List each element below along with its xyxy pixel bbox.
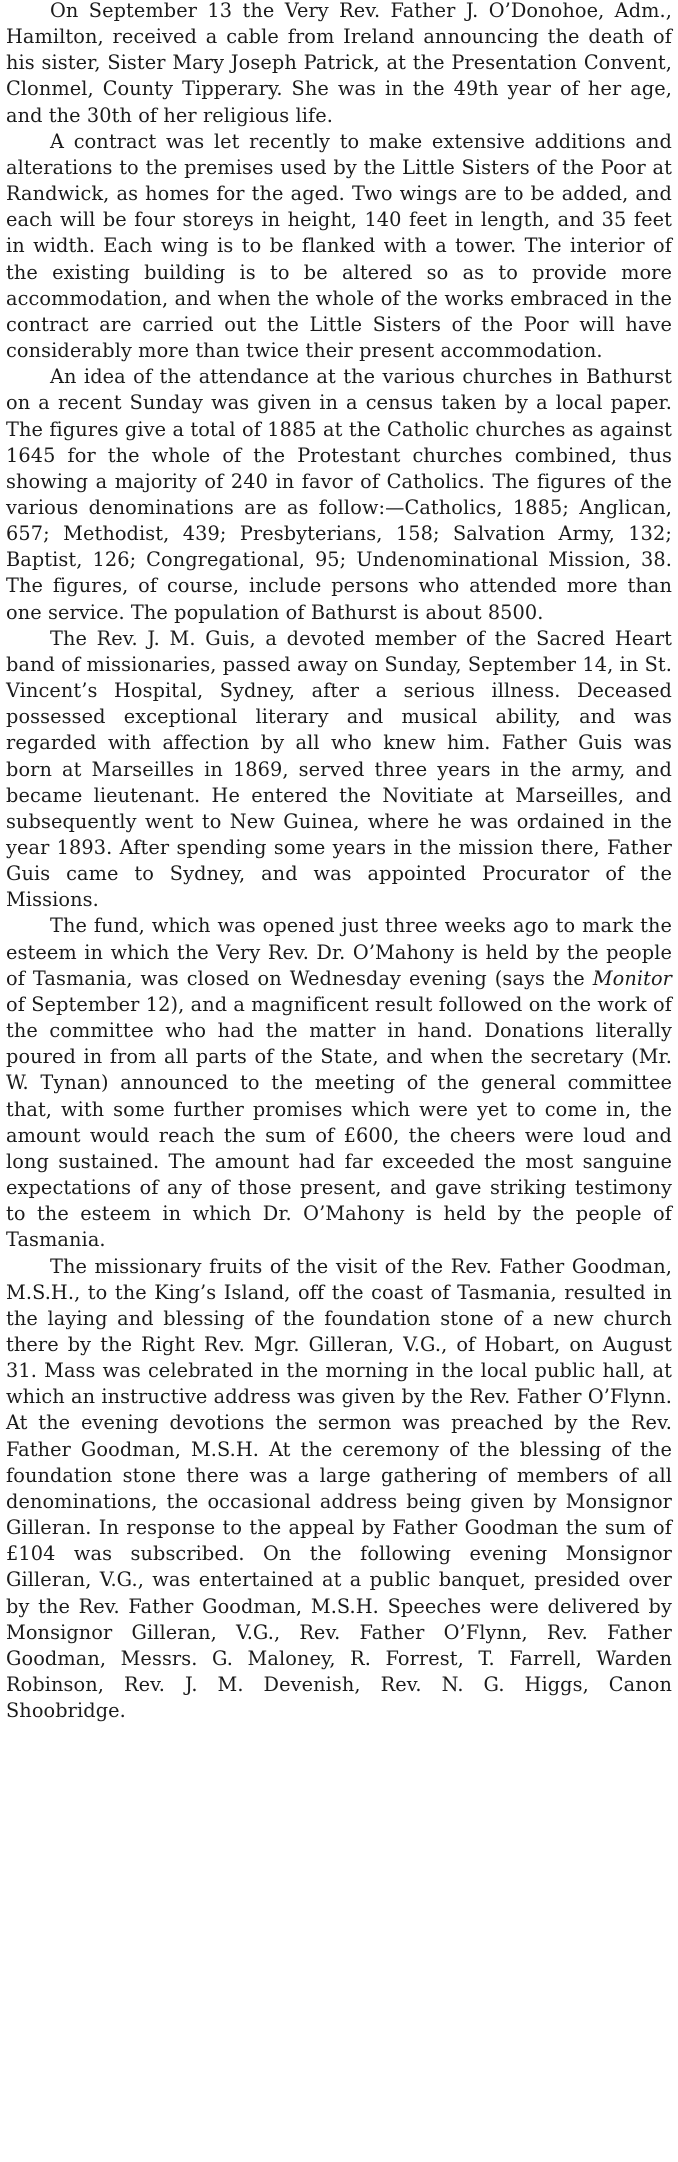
paragraph-bathurst-census: An idea of the attendance at the various churches in Bathurst on a recent Sunday was given in a census taken by a local paper. The figures give a total of 1885 at the Catholic churches as against 1645 for the whole of the Protestant churches combined, thus showing a majority of 240 in favor of Catholics. The figures of the various denominations are as follow:—Catholics, 1885; Anglican, 657; Methodist, 439; Presbyterians, 158; Salvation Army, 132; Baptist, 126; Congregational, 95; Undenominational Mission, 38. The figures, of course, include persons who attended more than one service. The population of Bathurst is about 8500. <box>6 365 672 624</box>
paragraph-omahony-fund-start: The fund, which was opened just three weeks ago to mark the esteem in which the Very Rev. Dr. O’Mahony is held by the people of Tasmania, was closed on Wednesday evening (says the <box>6 914 672 990</box>
monitor-title: Monitor <box>592 966 672 990</box>
paragraph-guis-obituary: The Rev. J. M. Guis, a devoted member of the Sacred Heart band of missionaries, passed away on Sunday, September 14, in St. Vincent’s Hospital, Sydney, after a serious illness. Deceased possessed exceptional literary and musical ability, and was regarded with affection by all who knew him. Father Guis was born at Marseilles in 1869, served three years in the army, and became lieutenant. He entered the Novitiate at Marseilles, and subsequently went to New Guinea, where he was ordained in the year 1893. After spending some years in the mission there, Father Guis came to Sydney, and was appointed Procurator of the Missions. <box>6 626 672 912</box>
paragraph-omahony-fund <box>6 913 672 1253</box>
paragraph-little-sisters-contract: A contract was let recently to make extensive additions and alterations to the premises used by the Little Sisters of the Poor at Randwick, as homes for the aged. Two wings are to be added, and each will be four storeys in height, 140 feet in length, and 35 feet in width. Each wing is to be flanked with a tower. The interior of the existing building is to be altered so as to provide more accommodation, and when the whole of the works embraced in the contract are carried out the Little Sisters of the Poor will have considerably more than twice their present accommodation. <box>6 129 672 363</box>
paragraph-kings-island-mission: The missionary fruits of the visit of the Rev. Father Goodman, M.S.H., to the King’s Island, off the coast of Tasmania, resulted in the laying and blessing of the foundation stone of a new church there by the Right Rev. Mgr. Gilleran, V.G., of Hobart, on August 31. Mass was celebrated in the morning in the local public hall, at which an instructive address was given by the Rev. Father O’Flynn. At the evening devotions the sermon was preached by the Rev. Father Goodman, M.S.H. At the ceremony of the blessing of the foundation stone there was a large gathering of members of all denominations, the occasional address being given by Monsignor Gilleran. In response to the appeal by Father Goodman the sum of £104 was subscribed. On the following evening Monsignor Gilleran, V.G., was entertained at a public banquet, presided over by the Rev. Father Goodman, M.S.H. Speeches were delivered by Monsignor Gilleran, V.G., Rev. Father O’Flynn, Rev. Father Goodman, Messrs. G. Maloney, R. Forrest, T. Farrell, Warden Robinson, Rev. J. M. Devenish, Rev. N. G. Higgs, Canon Shoobridge. <box>6 1254 672 1723</box>
paragraph-omahony-fund-end: of September 12), and a magnificent result followed on the work of the committee who had the matter in hand. Donations literally poured in from all parts of the State, and when the secretary (Mr. W. Tynan) announced to the meeting of the general committee that, with some further promises which were yet to come in, the amount would reach the sum of £600, the cheers were loud and long sustained. The amount had far exceeded the most sanguine expectations of any of those present, and gave striking testimony to the esteem in which Dr. O’Mahony is held by the people of Tasmania. <box>6 992 672 1252</box>
paragraph-odonohoe-obituary: On September 13 the Very Rev. Father J. O’Donohoe, Adm., Hamilton, received a cable from Ireland announcing the death of his sister, Sister Mary Joseph Patrick, at the Presentation Convent, Clonmel, County Tipperary. She was in the 49th year of her age, and the 30th of her religious life. <box>6 0 672 127</box>
